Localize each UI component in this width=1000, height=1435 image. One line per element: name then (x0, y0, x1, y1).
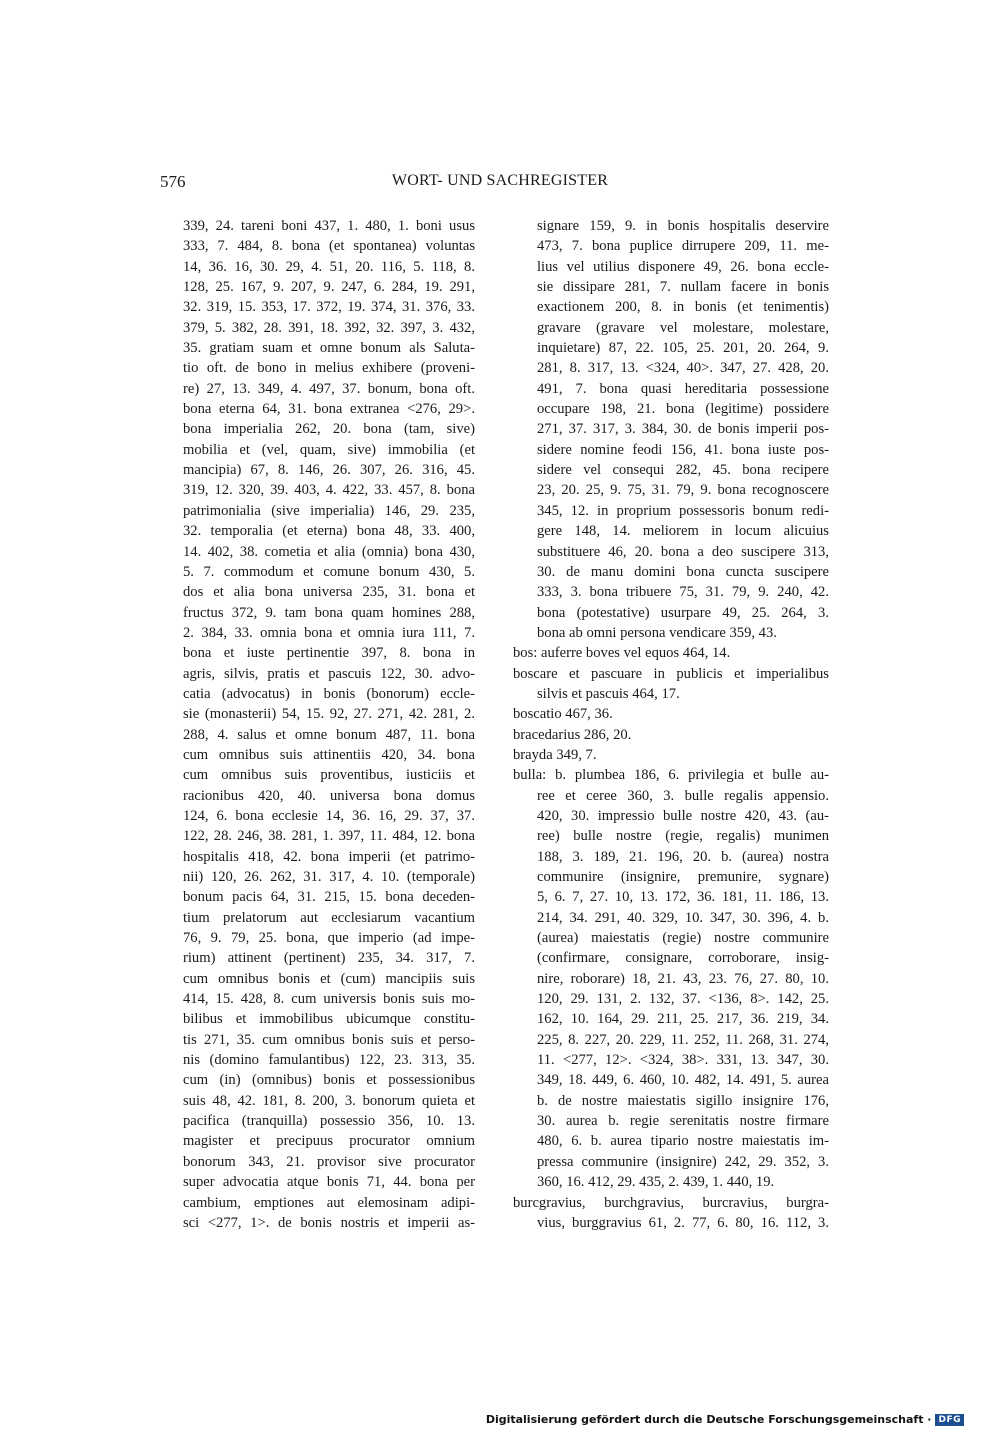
entry-headword-line: bracedarius 286, 20. (513, 726, 632, 743)
left-column-line: racionibus 420, 40. universa bona domus (183, 787, 475, 804)
left-column-line: agris, silvis, pratis et pascuis 122, 30. advo- (183, 665, 475, 682)
left-column-line: 379, 5. 382, 28. 391, 18. 392, 32. 397, 3. 432, (183, 319, 475, 336)
entry-continuation-line: lius vel utilius disponere 49, 26. bona eccle- (537, 258, 829, 275)
left-column-line: 414, 15. 428, 8. cum universis bonis suis mo- (183, 991, 475, 1008)
entry-headword-line: brayda 349, 7. (513, 746, 597, 763)
entry-continuation-line: (confirmare, consignare, corroborare, insig- (537, 950, 829, 967)
entry-continuation-line: 349, 18. 449, 6. 460, 10. 482, 14. 491, 5. aurea (537, 1072, 829, 1089)
left-column-line: 339, 24. tareni boni 437, 1. 480, 1. boni usus (183, 218, 475, 234)
left-column-line: 32. temporalia (et eterna) bona 48, 33. 400, (183, 523, 475, 540)
left-column-line: super advocatia atque bonis 71, 44. bona per (183, 1174, 475, 1191)
left-column-line: bona imperialia 262, 20. bona (tam, sive) (183, 421, 475, 438)
entry-continuation-line: bona (potestative) usurpare 49, 25. 264, 3. (537, 604, 829, 621)
left-column-line: bona eterna 64, 31. bona extranea <276, 29>. (183, 401, 475, 418)
entry-continuation-line: ree et ceree 360, 3. bulle regalis appensio. (537, 787, 829, 804)
entry-continuation-line: (aurea) maiestatis (regie) nostre communire (537, 930, 829, 947)
left-column-line: bonum pacis 64, 31. 215, 15. bona deceden- (183, 889, 475, 906)
entry-continuation-line: b. de nostre maiestatis sigillo insignire 176, (537, 1092, 829, 1109)
left-column-line: bilibus et immobilibus ubicumque constitu- (183, 1011, 475, 1028)
entry-continuation-line: gravare (gravare vel molestare, molestare, (537, 319, 829, 336)
entry-continuation-line: 420, 30. impressio bulle nostre 420, 43. (au- (537, 807, 829, 824)
left-column-line: patrimonialia (sive imperialia) 146, 29. 235, (183, 502, 475, 519)
left-column-line: pacifica (tranquilla) possessio 356, 10. 13. (183, 1113, 475, 1130)
entry-continuation-line: 333, 3. bona tribuere 75, 31. 79, 9. 240, 42. (537, 584, 829, 601)
entry-continuation-line: 225, 8. 227, 20. 229, 11. 252, 11. 268, 31. 274, (537, 1031, 829, 1048)
entry-continuation-line: 30. aurea b. regie serenitatis nostre firmare (537, 1113, 829, 1130)
left-column-line: catia (advocatus) in bonis (bonorum) eccle- (183, 685, 475, 702)
entry-continuation-line: silvis et pascuis 464, 17. (537, 685, 680, 702)
left-column-line: dos et alia bona universa 235, 31. bona et (183, 584, 475, 601)
left-column-line: sci <277, 1>. de bonis nostris et imperii as- (183, 1214, 475, 1231)
entry-continuation-line: 345, 12. in proprium possessoris bonum redi- (537, 502, 829, 519)
left-column-line: 333, 7. 484, 8. bona (et spontanea) voluntas (183, 238, 475, 255)
left-column-line: sie (monasterii) 54, 15. 92, 27. 271, 42. 281, 2. (183, 706, 475, 723)
left-column-line: bona et iuste pertinentie 397, 8. bona in (183, 645, 475, 662)
left-column-line: cum omnibus bonis et (cum) mancipiis suis (183, 970, 475, 987)
left-column-line: hospitalis 418, 42. bona imperii (et patrimo- (183, 848, 475, 865)
entry-continuation-line: 360, 16. 412, 29. 435, 2. 439, 1. 440, 19. (537, 1174, 775, 1191)
left-column-line: cum omnibus suis proventibus, iusticiis et (183, 767, 475, 784)
left-column (183, 216, 475, 1233)
entry-continuation-line: signare 159, 9. in bonis hospitalis deservire (537, 218, 829, 234)
entry-continuation-line: 214, 34. 291, 40. 329, 10. 347, 30. 396, 4. b. (537, 909, 829, 926)
entry-headword-line: burcgravius, burchgravius, burcravius, burgra- (513, 1194, 829, 1211)
page-number: 576 (160, 172, 186, 191)
entry-continuation-line: sie dissipare 281, 7. nullam facere in bonis (537, 279, 829, 296)
left-column-line: suis 48, 42. 181, 8. 200, 3. bonorum quieta et (183, 1092, 475, 1109)
entry-continuation-line: 491, 7. bona quasi hereditaria possessione (537, 380, 829, 397)
left-column-line: cum (in) (omnibus) bonis et possessionibus (183, 1072, 475, 1089)
entry-continuation-line: bona ab omni persona vendicare 359, 43. (537, 624, 777, 641)
entry-continuation-line: nire, roborare) 18, 21. 43, 23. 76, 27. 80, 10. (537, 970, 829, 987)
left-column-line: magister et precipuus procurator omnium (183, 1133, 475, 1150)
entry-continuation-line: 30. de manu domini bona cuncta suscipere (537, 563, 829, 580)
entry-continuation-line: pressa communire (insignire) 242, 29. 352, 3. (537, 1153, 829, 1170)
left-column-line: 5. 7. commodum et comune bonum 430, 5. (183, 563, 475, 580)
entry-continuation-line: 271, 37. 317, 3. 384, 30. de bonis imperii pos- (537, 421, 829, 438)
running-head: WORT- UND SACHREGISTER (391, 172, 609, 189)
left-column-line: 319, 12. 320, 39. 403, 4. 422, 33. 457, 8. bona (183, 482, 475, 499)
right-column (513, 216, 829, 1233)
entry-continuation-line: 188, 3. 189, 21. 196, 20. b. (aurea) nostra (537, 848, 829, 865)
left-column-line: tis 271, 35. cum omnibus bonis suis et perso- (183, 1031, 475, 1048)
entry-headword-line: boscatio 467, 36. (513, 706, 613, 723)
left-column-line: 35. gratiam suam et omne bonum als Saluta- (183, 340, 475, 357)
left-column-line: 124, 6. bona ecclesie 14, 36. 16, 29. 37, 37. (183, 807, 475, 824)
left-column-line: cum omnibus suis attinentiis 420, 34. bona (183, 746, 475, 763)
footer-credit-text: Digitalisierung gefördert durch die Deutsche Forschungsgemeinschaft · (485, 1413, 932, 1426)
left-column-line: rium) attinent (pertinent) 235, 34. 317, 7. (183, 950, 475, 967)
entry-continuation-line: exactionem 200, 8. in bonis (et tenimentis) (537, 299, 829, 316)
left-column-line: tio oft. de bono in melius exhibere (proveni- (183, 360, 475, 377)
left-column-line: 76, 9. 79, 25. bona, que imperio (ad impe- (183, 930, 475, 947)
left-column-line: re) 27, 13. 349, 4. 497, 37. bonum, bona oft. (183, 380, 475, 397)
entry-continuation-line: substituere 46, 20. bona a deo suscipere 313, (537, 543, 829, 560)
entry-continuation-line: occupare 198, 21. bona (legitime) possidere (537, 401, 829, 418)
left-column-line: nii) 120, 26. 262, 31. 317, 4. 10. (temporale) (183, 869, 475, 885)
left-column-line: 128, 25. 167, 9. 207, 9. 247, 6. 284, 19. 291, (183, 279, 475, 296)
entry-continuation-line: ree) bulle nostre (regie, regalis) munimen (537, 828, 829, 845)
entry-continuation-line: communire (insignire, premunire, sygnare) (537, 869, 829, 885)
entry-continuation-line: 162, 10. 164, 29. 211, 25. 217, 36. 219, 34. (537, 1011, 829, 1028)
left-column-line: bonorum 343, 21. provisor sive procurator (183, 1153, 475, 1170)
entry-continuation-line: 11. <277, 12>. <324, 38>. 331, 13. 347, 30. (537, 1052, 829, 1069)
left-column-line: 122, 28. 246, 38. 281, 1. 397, 11. 484, 12. bona (183, 828, 475, 845)
left-column-line: 32. 319, 15. 353, 17. 372, 19. 374, 31. 376, 33. (183, 299, 475, 316)
left-column-line: tium prelatorum aut ecclesiarum vacantium (183, 909, 475, 926)
entry-continuation-line: sidere nomine feodi 156, 41. bona iuste pos- (537, 441, 829, 458)
left-column-line: 2. 384, 33. omnia bona et omnia iura 111, 7. (183, 624, 475, 641)
dfg-logo: DFG (935, 1414, 964, 1426)
entry-continuation-line: inquietare) 87, 22. 105, 25. 201, 20. 264, 9. (537, 340, 829, 357)
entry-continuation-line: 23, 20. 25, 9. 75, 31. 79, 9. bona recognoscere (537, 482, 829, 499)
entry-headword-line: bos: auferre boves vel equos 464, 14. (513, 645, 731, 662)
left-column-line: fructus 372, 9. tam bona quam homines 288, (183, 604, 475, 621)
entry-continuation-line: 480, 6. b. aurea tipario nostre maiestatis im- (537, 1133, 829, 1150)
left-column-line: cambium, emptiones aut elemosinam adipi- (183, 1194, 475, 1211)
entry-headword-line: bulla: b. plumbea 186, 6. privilegia et bulle au- (513, 767, 829, 784)
entry-continuation-line: 281, 8. 317, 13. <324, 40>. 347, 27. 428, 20. (537, 360, 829, 377)
left-column-line: mancipia) 67, 8. 146, 26. 307, 26. 316, 45. (183, 462, 475, 479)
footer-credit (486, 1413, 964, 1426)
entry-headword-line: boscare et pascuare in publicis et imperialibus (513, 665, 829, 682)
entry-continuation-line: gere 148, 14. meliorem in locum alicuius (537, 523, 829, 540)
entry-continuation-line: vius, burggravius 61, 2. 77, 6. 80, 16. 112, 3. (537, 1214, 829, 1231)
entry-continuation-line: 120, 29. 131, 2. 132, 37. <136, 8>. 142, 25. (537, 991, 829, 1008)
entry-continuation-line: 5, 6. 7, 27. 10, 13. 172, 36. 181, 11. 186, 13. (537, 889, 829, 906)
left-column-line: 288, 4. salus et omne bonum 487, 11. bona (183, 726, 475, 743)
left-column-line: 14, 36. 16, 30. 29, 4. 51, 20. 116, 5. 118, 8. (183, 258, 475, 275)
left-column-line: mobilia et (vel, quam, sive) immobilia (et (183, 441, 475, 458)
entry-continuation-line: 473, 7. bona puplice dirrupere 209, 11. me- (537, 238, 829, 255)
left-column-line: 14. 402, 38. cometia et alia (omnia) bona 430, (183, 543, 475, 560)
left-column-line: nis (domino famulantibus) 122, 23. 313, 35. (183, 1052, 475, 1069)
entry-continuation-line: sidere vel consequi 282, 45. bona recipere (537, 462, 829, 479)
